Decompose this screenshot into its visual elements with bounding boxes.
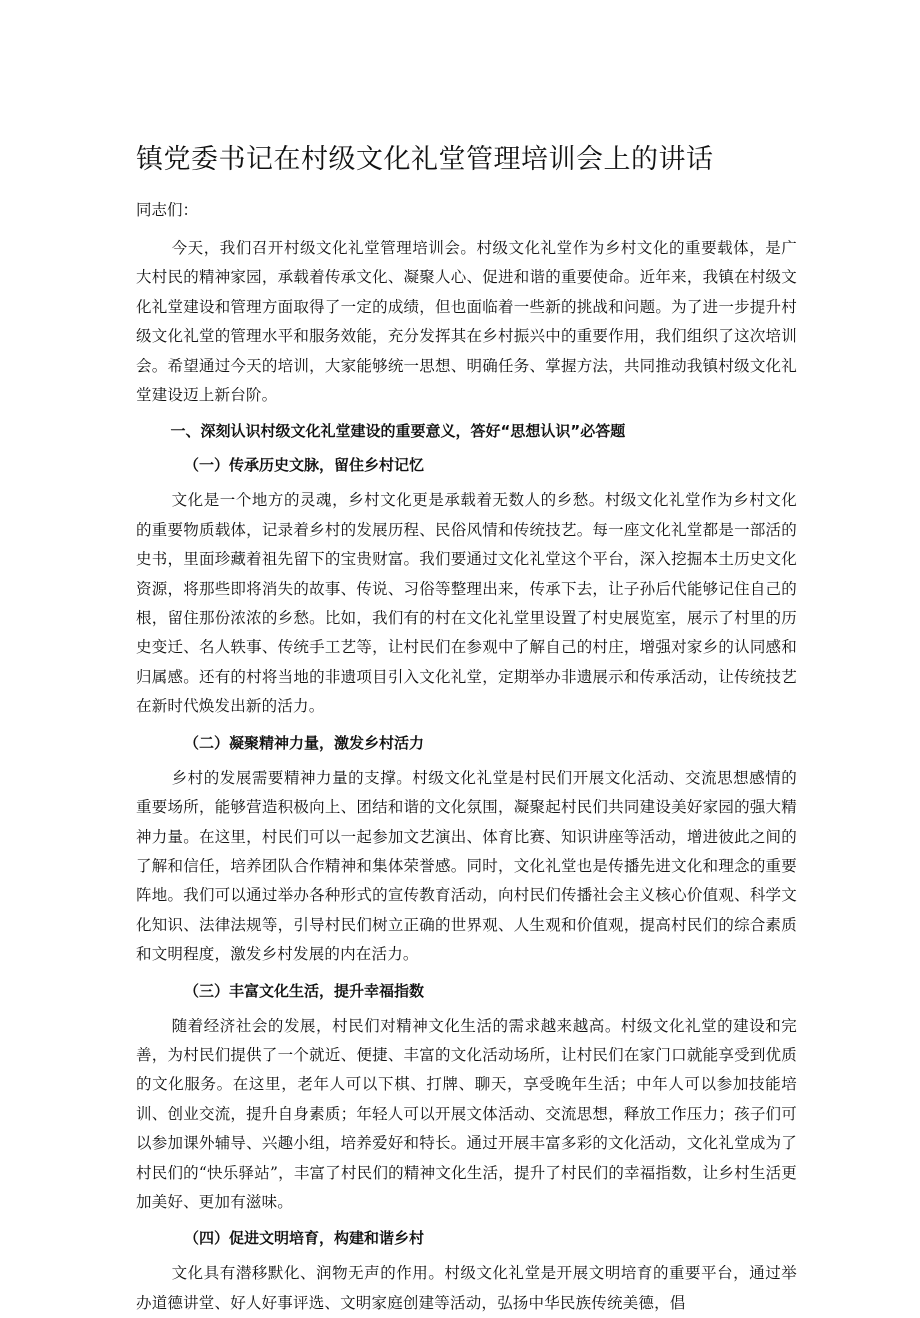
subsection-body-3: 随着经济社会的发展，村民们对精神文化生活的需求越来越高。村级文化礼堂的建设和完善，为村民们提供了一个就近、便捷、丰富的文化活动场所，让村民们在家门口就能享受到优质的文化服务。在这里，老年人可以下棋、打牌、聊天，享受晚年生活；中年人可以参加技能培训、创业交流，提升自身素质；年轻人可以开展文体活动、交流思想，释放工作压力；孩子们可以参加课外辅导、兴趣小组，培养爱好和特长。通过开展丰富多彩的文化活动，文化礼堂成为了村民们的“快乐驿站”，丰富了村民们的精神文化生活，提升了村民们的幸福指数，让乡村生活更加美好、更加有滋味。 bbox=[136, 1016, 797, 1211]
section-heading-1: 一、深刻认识村级文化礼堂建设的重要意义，答好“思想认识”必答题 bbox=[170, 422, 626, 441]
subsection-body-4: 文化具有潜移默化、润物无声的作用。村级文化礼堂是开展文明培育的重要平台，通过举办道德讲堂、好人好事评选、文明家庭创建等活动，弘扬中华民族传统美德，倡 bbox=[136, 1264, 797, 1312]
intro-paragraph: 今天，我们召开村级文化礼堂管理培训会。村级文化礼堂作为乡村文化的重要载体，是广大村民的精神家园，承载着传承文化、凝聚人心、促进和谐的重要使命。近年来，我镇在村级文化礼堂建设和管理方面取得了一定的成绩，但也面临着一些新的挑战和问题。为了进一步提升村级文化礼堂的管理水平和服务效能，充分发挥其在乡村振兴中的重要作用，我们组织了这次培训会。希望通过今天的培训，大家能够统一思想、明确任务、掌握方法，共同推动我镇村级文化礼堂建设迈上新台阶。 bbox=[136, 239, 797, 405]
subsection-heading-3: （三）丰富文化生活，提升幸福指数 bbox=[184, 981, 425, 1000]
subsection-heading-4: （四）促进文明培育，构建和谐乡村 bbox=[184, 1229, 425, 1248]
document-body bbox=[136, 196, 797, 1318]
salutation: 同志们： bbox=[136, 201, 199, 219]
document-title: 镇党委书记在村级文化礼堂管理培训会上的讲话 bbox=[136, 144, 714, 175]
subsection-heading-2: （二）凝聚精神力量，激发乡村活力 bbox=[184, 733, 425, 752]
subsection-body-1: 文化是一个地方的灵魂，乡村文化更是承载着无数人的乡愁。村级文化礼堂作为乡村文化的重要物质载体，记录着乡村的发展历程、民俗风情和传统技艺。每一座文化礼堂都是一部活的史书，里面珍藏着祖先留下的宝贵财富。我们要通过文化礼堂这个平台，深入挖掘本土历史文化资源，将那些即将消失的故事、传说、习俗等整理出来，传承下去，让子孙后代能够记住自己的根，留住那份浓浓的乡愁。比如，我们有的村在文化礼堂里设置了村史展览室，展示了村里的历史变迁、名人轶事、传统手工艺等，让村民们在参观中了解自己的村庄，增强对家乡的认同感和归属感。还有的村将当地的非遗项目引入文化礼堂，定期举办非遗展示和传承活动，让传统技艺在新时代焕发出新的活力。 bbox=[136, 491, 797, 716]
subsection-body-2: 乡村的发展需要精神力量的支撑。村级文化礼堂是村民们开展文化活动、交流思想感情的重要场所，能够营造积极向上、团结和谐的文化氛围，凝聚起村民们共同建设美好家园的强大精神力量。在这里，村民们可以一起参加文艺演出、体育比赛、知识讲座等活动，增进彼此之间的了解和信任，培养团队合作精神和集体荣誉感。同时，文化礼堂也是传播先进文化和理念的重要阵地。我们可以通过举办各种形式的宣传教育活动，向村民们传播社会主义核心价值观、科学文化知识、法律法规等，引导村民们树立正确的世界观、人生观和价值观，提高村民们的综合素质和文明程度，激发乡村发展的内在活力。 bbox=[136, 768, 797, 964]
subsection-heading-1: （一）传承历史文脉，留住乡村记忆 bbox=[184, 456, 425, 475]
